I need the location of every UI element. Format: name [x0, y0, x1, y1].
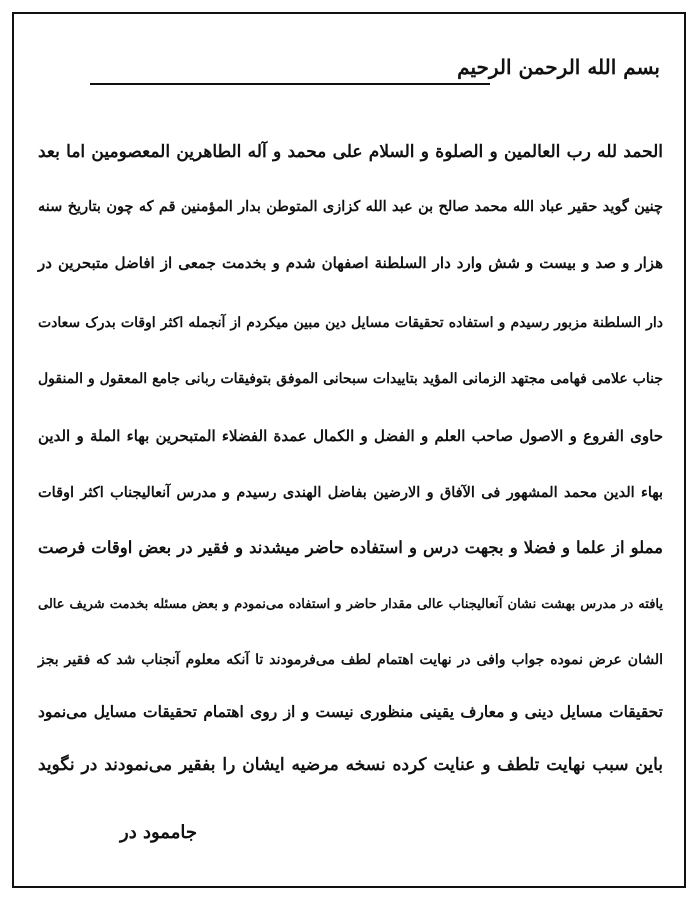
manuscript-line-8: مملو از علما و فضلا و بجهت درس و استفاده حاضر میشدند و فقیر در بعض اوقات فرصت: [38, 538, 663, 557]
manuscript-line-2: چنین گوید حقیر عباد الله محمد صالح بن عبد الله کزازی المتوطن بدار المؤمنین قم که چون بتاریخ سنه: [38, 198, 663, 215]
invocation-header: [90, 55, 660, 95]
header-rule: [90, 83, 490, 85]
manuscript-line-4: دار السلطنة مزبور رسیدم و استفاده تحقیقات مسایل دین مبین میکردم از آنجمله اکثر اوقات بدرک سعادت: [38, 315, 663, 331]
invocation-text: بسم الله الرحمن الرحیم: [457, 55, 660, 79]
manuscript-line-12: باین سبب نهایت تلطف و عنایت کرده نسخه مرضیه ایشان را بفقیر می‌نمودند در نگوید: [38, 755, 663, 775]
manuscript-line-6: حاوی الفروع و الاصول صاحب العلم و الفضل و الکمال عمدة الفضلاء المتبحرین بهاء الملة و الدین: [38, 427, 663, 445]
manuscript-line-9: یافته در مدرس بهشت نشان آنعالیجناب عالی مقدار حاضر و استفاده می‌نمودم و بعض مسئله بخدمت شریف عالی: [38, 597, 663, 612]
manuscript-line-10: الشان عرض نموده جواب وافی در نهایت اهتمام لطف می‌فرمودند تا آنکه معلوم آنجناب شد که فقیر بجز: [38, 652, 663, 668]
manuscript-line-3: هزار و صد و بیست و شش وارد دار السلطنة اصفهان شدم و بخدمت جمعی از افاضل متبحرین در: [38, 254, 663, 272]
manuscript-line-5: جناب علامی فهامی مجتهد الزمانی المؤید بتاییدات سبحانی الموفق بتوفیقات ربانی جامع المعقول و المنقول: [38, 371, 663, 387]
signature: جاممود در: [120, 822, 197, 843]
manuscript-line-1: الحمد لله رب العالمین و الصلوة و السلام علی محمد و آله الطاهرین المعصومین اما بعد: [38, 142, 663, 162]
manuscript-line-7: بهاء الدین محمد المشهور فی الآفاق و الارضین بفاضل الهندی رسیدم و مدرس آنعالیجناب اکثر اوقات: [38, 484, 663, 501]
manuscript-line-11: تحقیقات مسایل دینی و معارف یقینی منظوری نیست و از روی اهتمام تحقیقات مسایل می‌نمود: [38, 702, 663, 721]
